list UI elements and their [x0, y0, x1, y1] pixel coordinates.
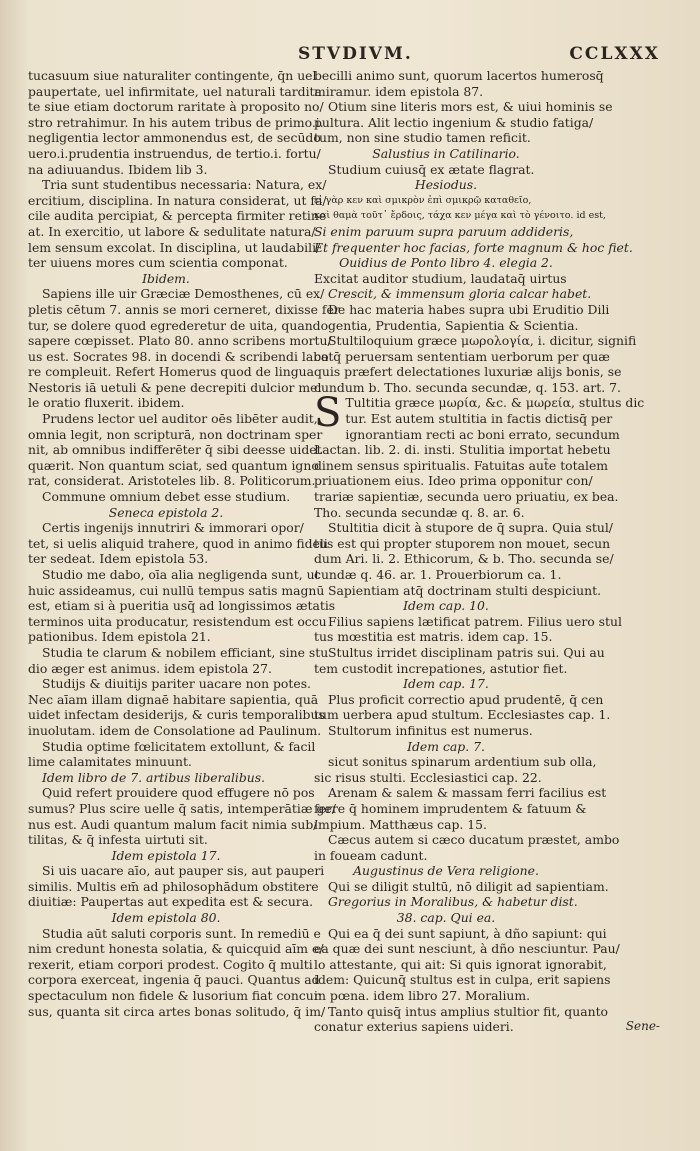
text-line: Tanto quisq̄ intus amplius stultior fit, quanto — [328, 1003, 609, 1019]
text-line: re compleuit. Refert Homerus quod de lingua — [28, 364, 314, 380]
text-line: Qui ea q̄ dei sunt sapiunt, à dño sapiunt: qui — [328, 925, 607, 941]
text-line: Idem cap. 7. — [407, 738, 485, 754]
text-line: Quid refert prouidere quod effugere nō pos — [42, 785, 315, 801]
text-line: tur. Est autem stultitia in factis dictisq̄ per — [345, 411, 613, 427]
text-line: ter sedeat. Idem epistola 53. — [28, 551, 209, 567]
text-line: Lactan. lib. 2. di. insti. Stulitia importat hebetu — [314, 442, 611, 458]
text-line: Ouidius de Ponto libro 4. elegia 2. — [339, 255, 553, 271]
text-line: Qui se diligit stultū, nō diligit ad sapientiam. — [328, 878, 609, 894]
left-text-column — [28, 68, 340, 1019]
catchword: Sene- — [625, 1019, 660, 1033]
text-line: uero.i.prudentia instruendus, de tertio.i. fortu/ — [28, 145, 321, 161]
text-line: nim credunt honesta solatia, & quicquid aīm e/ — [28, 941, 324, 957]
text-line: dum Ari. li. 2. Ethicorum, & b. Tho. secunda se/ — [314, 551, 614, 567]
text-line: ea quæ dei sunt nesciunt, à dño nesciuntur. Pau/ — [314, 941, 620, 957]
text-line: Studio me dabo, oīa alia negligenda sunt, ut — [42, 567, 320, 582]
text-line: Sapiens ille uir Græciæ Demosthenes, cū ex/ — [42, 286, 325, 302]
text-line: tem custodit increpationes, astutior fiet. — [314, 660, 568, 676]
text-line: sicut sonitus spinarum ardentium sub olla, — [328, 754, 597, 770]
text-line: ignorantiam recti ac boni errato, secundum — [345, 426, 620, 442]
text-line: pationibus. Idem epistola 21. — [28, 629, 211, 645]
text-line: 38. cap. Qui ea. — [396, 910, 496, 926]
text-line: sus, quanta sit circa artes bonas solitudo, q̄ im/ — [28, 1003, 326, 1019]
text-line: Augustinus de Vera religione. — [353, 863, 539, 879]
text-line: Stultiloquium græce μωρολογία, i. dicitur, signifi — [328, 333, 637, 349]
text-line: at. In exercitio, ut labore & sedulitate natura/ — [28, 223, 316, 239]
text-line: catq̄ peruersam sententiam uerborum per quæ — [314, 348, 610, 364]
text-line: quis præfert delectationes luxuriæ alijs bonis, se — [314, 364, 622, 380]
text-line: gentia, Prudentia, Sapientia & Scientia. — [328, 317, 579, 333]
running-head — [0, 44, 700, 68]
text-line: Et frequenter hoc facias, forte magnum & hoc fiet. — [314, 239, 633, 255]
right-column-part-2 — [314, 442, 622, 1035]
text-line: nus est. Audi quantum malum facit nimia sub/ — [28, 816, 318, 832]
text-line: Excitat auditor studium, laudataq̄ uirtus — [314, 270, 567, 286]
text-line: Idem cap. 10. — [403, 598, 489, 614]
text-line: paupertate, uel infirmitate, uel naturali tardita — [28, 83, 322, 99]
text-line: idem: Quicunq̄ stultus est in culpa, erit sapiens — [314, 972, 611, 988]
text-line: similis. Multis em̄ ad philosophādum obstitere — [28, 878, 319, 894]
text-line: lem sensum excolat. In disciplina, ut laudabili/ — [28, 239, 321, 255]
text-line: us est. Socrates 98. in docendi & scribendi labo — [28, 348, 329, 364]
text-line: cundum b. Tho. secunda secundæ, q. 153. art. 7. — [314, 379, 621, 395]
text-line: in foueam cadunt. — [314, 847, 428, 863]
text-line: omnia legit, non scripturā, non doctrinam sper — [28, 426, 323, 442]
text-line: εἰ γὰρ κεν καὶ σμικρὸν ἐπὶ σμικρῷ καταθεῖο, — [314, 194, 532, 206]
text-line: cile audita percipiat, & percepta firmiter retine — [28, 208, 327, 224]
text-line: cundæ q. 46. ar. 1. Prouerbiorum ca. 1. — [314, 567, 562, 582]
text-line: Plus proficit correctio apud prudentē, q̄ cen — [328, 691, 604, 707]
text-line: Arenam & salem & massam ferri facilius est — [328, 785, 607, 801]
text-line: lo attestante, qui ait: Si quis ignorat ignorabit, — [314, 956, 607, 972]
text-line: Salustius in Catilinario. — [372, 145, 520, 161]
text-line: tus est qui propter stuporem non mouet, secun — [314, 535, 611, 551]
text-line: καὶ θαμὰ τοῦτ᾽ ἔρδοις, τάχα κεν μέγα καὶ τὸ γένοιτο. id est, — [314, 210, 606, 222]
text-line: pultura. Alit lectio ingenium & studio fatiga/ — [314, 114, 594, 130]
text-line: diuitiæ: Paupertas aut expedita est & secura. — [28, 894, 314, 910]
text-line: miramur. idem epistola 87. — [314, 83, 484, 99]
text-line: sapere cœpisset. Plato 80. anno scribens mortu/ — [28, 333, 332, 349]
text-line: dio æger est animus. idem epistola 27. — [28, 660, 272, 676]
text-line: Seneca epistola 2. — [108, 504, 224, 520]
text-line: impium. Matthæus cap. 15. — [314, 816, 487, 832]
text-line: Cæcus autem si cæco ducatum præstet, ambo — [328, 832, 620, 848]
text-line: Stultus irridet disciplinam patris sui. Qui au — [328, 644, 605, 660]
text-line: Tria sunt studentibus necessaria: Natura, ex/ — [42, 177, 327, 193]
text-line: tur, se dolere quod egrederetur de uita, quando — [28, 317, 329, 333]
right-column-part-1 — [314, 68, 637, 395]
text-line: trariæ sapientiæ, secunda uero priuatiu, ex bea. — [314, 489, 619, 505]
text-line: quærit. Non quantum sciat, sed quantum igno — [28, 457, 319, 473]
text-line: Gregorius in Moralibus, & habetur dist. — [328, 894, 578, 910]
text-line: ercitium, disciplina. In natura considerat, ut fa/ — [28, 192, 327, 208]
text-line: pletis cētum 7. annis se mori cerneret, dixisse fer — [28, 301, 340, 317]
text-line: est, etiam si à pueritia usq̄ ad longissimos ætatis — [28, 598, 336, 614]
text-line: Ibidem. — [142, 270, 190, 286]
text-line: Stultorum infinitus est numerus. — [328, 722, 533, 738]
text-line: rexerit, etiam corpori prodest. Cogito q̄ multi — [28, 956, 313, 972]
text-line: rat, considerat. Aristoteles lib. 8. Politicorum. — [28, 473, 316, 489]
text-line: Prudens lector uel auditor oēs libēter audit, — [42, 411, 318, 427]
text-line: dinem sensus spiritualis. Fatuitas aut̄e totalem — [314, 457, 609, 473]
text-line: lime calamitates minuunt. — [28, 754, 192, 770]
text-line: te siue etiam doctorum raritate à proposito no/ — [28, 99, 324, 115]
text-line: inuolutam. idem de Consolatione ad Paulinum. — [28, 722, 322, 738]
text-line: Tultitia græce μωρία, &c. & μωρεία, stultus dic — [345, 395, 645, 411]
text-line: becilli animo sunt, quorum lacertos humerosq̄ — [314, 68, 604, 83]
text-line: Nestoris iā uetuli & pene decrepiti dulcior mel — [28, 379, 322, 395]
text-line: in pœna. idem libro 27. Moralium. — [314, 988, 531, 1004]
text-line: spectaculum non fidele & lusorium fiat concur — [28, 988, 320, 1004]
text-line: sumus? Plus scire uelle q̄ satis, intemperātiæ ge/ — [28, 800, 336, 816]
text-line: Idem libro de 7. artibus liberalibus. — [42, 769, 266, 785]
text-line: tet, si uelis aliquid trahere, quod in animo fideli — [28, 535, 328, 551]
text-line: Certis ingenijs innutriri & immorari opor/ — [42, 520, 304, 536]
text-line: Studium cuiusq̄ ex ætate flagrat. — [328, 161, 535, 177]
text-line: le oratio fluxerit. ibidem. — [28, 395, 185, 411]
text-line: Idem epistola 80. — [111, 910, 221, 926]
text-line: Si enim paruum supra paruum addideris, — [314, 223, 574, 239]
text-line: tum uerbera apud stultum. Ecclesiastes cap. 1. — [314, 707, 611, 723]
text-line: Idem cap. 17. — [403, 676, 489, 692]
text-line: De hac materia habes supra ubi Eruditio Dili — [328, 301, 610, 317]
text-line: ferre q̄ hominem imprudentem & fatuum & — [314, 800, 587, 816]
text-line: na adiuuandus. Ibidem lib 3. — [28, 161, 208, 177]
drop-cap: S — [314, 390, 342, 437]
folio-number: CCLXXX — [569, 44, 660, 64]
stultitia-paragraph — [314, 390, 645, 442]
text-line: sic risus stulti. Ecclesiastici cap. 22. — [314, 769, 542, 785]
text-line: Commune omnium debet esse studium. — [42, 489, 291, 505]
text-line: Stultitia dicit à stupore de q̄ supra. Quia stul/ — [328, 520, 613, 536]
text-line: Crescit, & immensum gloria calcar habet. — [328, 286, 592, 302]
page-title: STVDIVM. — [298, 44, 413, 64]
text-line: Hesiodus. — [414, 177, 478, 193]
text-line: Si uis uacare aīo, aut pauper sis, aut pauperi — [42, 863, 325, 879]
text-line: tus mœstitia est matris. idem cap. 15. — [314, 629, 553, 645]
text-line: Studia te clarum & nobilem efficiant, sine stu — [42, 644, 329, 660]
text-line: tucasuum siue naturaliter contingente, q̄n uel — [28, 68, 317, 83]
text-line: huic assideamus, cui nullū tempus satis magnū — [28, 582, 325, 598]
text-line: Otium sine literis mors est, & uiui hominis se — [328, 99, 613, 115]
text-line: ter uiuens mores cum scientia componat. — [28, 255, 288, 271]
text-line: Tho. secunda secundæ q. 8. ar. 6. — [314, 504, 525, 520]
text-line: tilitas, & q̄ infesta uirtuti sit. — [28, 832, 208, 848]
text-line: terminos uita producatur, resistendum est occu — [28, 613, 327, 629]
text-line: conatur exterius sapiens uideri. — [314, 1019, 514, 1035]
text-line: stro retrahimur. In his autem tribus de primo.i. — [28, 114, 324, 130]
text-line: Studia aūt saluti corporis sunt. In remediū e — [42, 925, 321, 941]
text-line: uidet infectam desiderijs, & curis temporalibus — [28, 707, 325, 723]
text-line: nit, ab omnibus indifferēter q̄ sibi deesse uidet — [28, 442, 322, 458]
text-line: Studia optime fœlicitatem extollunt, & facil — [42, 738, 316, 754]
text-line: Studijs & diuitijs pariter uacare non potes. — [42, 676, 311, 692]
text-line: corpora exerceat, ingenia q̄ pauci. Quantus ad — [28, 972, 320, 988]
text-line: Filius sapiens lætificat patrem. Filius uero stul — [328, 613, 622, 629]
text-line: tum, non sine studio tamen reficit. — [314, 130, 531, 146]
text-line: priuationem eius. Ideo prima opponitur con/ — [314, 473, 593, 489]
dropcap-lines — [314, 390, 645, 442]
text-line: negligentia lector ammonendus est, de secūdo — [28, 130, 321, 146]
text-line: Sapientiam atq̄ doctrinam stulti despiciunt. — [328, 582, 602, 598]
text-line: Nec aīam illam dignaē habitare sapientia, quā — [28, 691, 319, 707]
text-line: Idem epistola 17. — [111, 847, 221, 863]
